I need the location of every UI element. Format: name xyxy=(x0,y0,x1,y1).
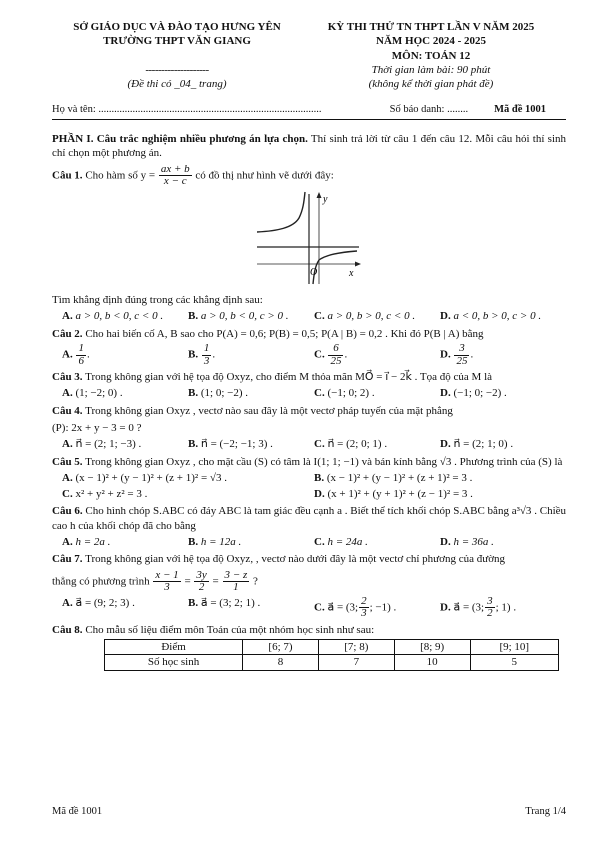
question-label: Câu 3. xyxy=(52,371,83,384)
option-a[interactable]: A. n⃗ = (2; 1; −3) . xyxy=(62,438,142,451)
header xyxy=(52,20,566,91)
table-cell: 10 xyxy=(394,655,470,670)
y-axis-label: y xyxy=(323,193,328,205)
question-7-options xyxy=(62,596,566,620)
school-name: TRƯỜNG THPT VĂN GIANG xyxy=(103,35,251,48)
option-c[interactable]: C. a⃗ = (3; $\frac{2}{3}$ ; −1) . xyxy=(314,594,397,620)
question-text: Cho hàm số y = xyxy=(82,169,158,182)
question-label: Câu 4. xyxy=(52,404,83,417)
option-b[interactable]: B. (1; 0; −2) . xyxy=(188,387,248,400)
fraction-numerator: ax + b xyxy=(160,162,190,175)
table-cell: 5 xyxy=(470,655,558,670)
question-text: Trong không gian với hệ tọa độ Oxyz, cho điểm M thỏa mãn MO⃗ = i⃗ − 2k⃗ . Tọa độ của M là xyxy=(82,371,493,384)
option-a[interactable]: A. a > 0, b < 0, c < 0 . xyxy=(62,310,164,323)
left-branch-curve xyxy=(257,192,305,232)
table-cell: 8 xyxy=(243,655,319,670)
question-3-options xyxy=(62,386,566,400)
option-d[interactable]: D. $\frac{3}{25}$ . xyxy=(440,342,474,367)
x-axis-label: x xyxy=(349,267,354,279)
option-a[interactable]: A. (x − 1)² + (y − 1)² + (z + 1)² = √3 . xyxy=(62,471,227,484)
option-c[interactable]: C. a > 0, b > 0, c < 0 . xyxy=(314,310,416,323)
y-axis-arrow xyxy=(317,192,322,198)
fraction-denominator: x − c xyxy=(163,175,187,188)
function-graph xyxy=(257,190,362,286)
question-7 xyxy=(52,552,566,566)
pages-note: (Đề thi có _04_ trang) xyxy=(127,77,227,90)
question-text: Trong không gian với hệ tọa độ Oxyz, , vectơ nào dưới đây là một vectơ chỉ phương của đường xyxy=(82,553,506,566)
question-4-plane: (P): 2x + y − 3 = 0 ? xyxy=(52,421,142,434)
question-1-options xyxy=(62,309,566,323)
question-5 xyxy=(52,455,566,469)
question-text: Cho hình chóp S.ABC có đáy ABC là tam giác đều cạnh a . Biết thể tích khối chóp S.ABC bằng a³√3 . Chiều cao h của khối chóp đã cho bằng xyxy=(52,505,567,532)
question-5-options-row2 xyxy=(62,487,566,501)
footer xyxy=(52,805,566,819)
table-cell: Điểm xyxy=(105,640,243,655)
question-text: Cho mẫu số liệu điểm môn Toán của một nhóm học sinh như sau: xyxy=(82,623,375,636)
table-cell: [7; 8) xyxy=(318,640,394,655)
option-b[interactable]: B. $\frac{1}{3}$ . xyxy=(188,342,216,367)
option-b[interactable]: B. (x − 1)² + (y − 1)² + (z + 1)² = 3 . xyxy=(314,471,473,484)
school-year: NĂM HỌC 2024 - 2025 xyxy=(376,35,486,48)
option-c[interactable]: C. $\frac{6}{25}$ . xyxy=(314,342,348,367)
option-d[interactable]: D. n⃗ = (2; 1; 0) . xyxy=(440,438,514,451)
time-note: (không kể thời gian phát đề) xyxy=(368,78,494,91)
question-8 xyxy=(52,623,566,637)
option-c[interactable]: C. x² + y² + z² = 3 . xyxy=(62,488,148,501)
table-cell: [6; 7) xyxy=(243,640,319,655)
question-1-ask: Tìm khẳng định đúng trong các khẳng định sau: xyxy=(52,294,263,307)
candidate-row xyxy=(52,103,566,120)
option-d[interactable]: D. (x + 1)² + (y + 1)² + (z − 1)² = 3 . xyxy=(314,488,473,501)
question-text-end: có đồ thị như hình vẽ dưới đây: xyxy=(192,169,334,182)
option-c[interactable]: C. n⃗ = (2; 0; 1) . xyxy=(314,438,388,451)
option-b[interactable]: B. a > 0, b < 0, c > 0 . xyxy=(188,310,289,323)
exam-code: Mã đề 1001 xyxy=(494,104,546,116)
option-d[interactable]: D. a⃗ = (3; $\frac{3}{2}$ ; 1) . xyxy=(440,594,517,620)
part1-instructions: Thí sinh trả lời từ câu 1 đến câu 12. Mỗi câu hỏi thí sinh chỉ chọn một phương án. xyxy=(52,133,567,160)
function-fraction xyxy=(159,164,192,188)
option-b[interactable]: B. n⃗ = (−2; −1; 3) . xyxy=(188,438,273,451)
divider-dashes: -------------------- xyxy=(145,63,209,76)
table-cell: 7 xyxy=(318,655,394,670)
question-text: Cho hai biến cố A, B sao cho P(A) = 0,6; P(B) = 0,5; P(A | B) = 0,2 . Khi đó P(B | A) bằng xyxy=(82,327,484,340)
question-label: Câu 2. xyxy=(52,327,83,340)
question-5-options-row1 xyxy=(62,471,566,485)
time-limit: Thời gian làm bài: 90 phút xyxy=(371,63,491,76)
question-label: Câu 7. xyxy=(52,553,83,566)
table-row xyxy=(105,655,559,670)
table-cell: [8; 9) xyxy=(394,640,470,655)
exam-title: KỲ THI THỬ TN THPT LẦN V NĂM 2025 xyxy=(327,21,535,33)
footer-exam-code: Mã đề 1001 xyxy=(52,806,103,818)
option-a[interactable]: A. a⃗ = (9; 2; 3) . xyxy=(62,596,135,609)
question-4 xyxy=(52,404,566,418)
option-d[interactable]: D. (−1; 0; −2) . xyxy=(440,387,507,400)
header-right xyxy=(306,20,556,91)
question-6-options xyxy=(62,535,566,549)
option-d[interactable]: D. h = 36a . xyxy=(440,536,494,549)
question-1 xyxy=(52,164,566,188)
part1-title: PHẦN I. Câu trắc nghiệm nhiều phương án lựa chọn. xyxy=(52,133,308,146)
origin-label: O xyxy=(310,266,318,278)
option-a[interactable]: A. (1; −2; 0) . xyxy=(62,387,123,400)
option-b[interactable]: B. h = 12a . xyxy=(188,536,242,549)
table-cell: [9; 10] xyxy=(470,640,558,655)
question-6 xyxy=(52,504,566,533)
page-number: Trang 1/4 xyxy=(525,806,566,818)
question-2-options xyxy=(62,343,566,367)
part1-intro xyxy=(52,132,566,161)
option-a[interactable]: A. $\frac{1}{6}$ . xyxy=(62,342,90,367)
table-header-row xyxy=(105,640,559,655)
option-c[interactable]: C. (−1; 0; 2) . xyxy=(314,387,375,400)
question-text: Trong không gian Oxyz , cho mặt cầu (S) có tâm là I(1; 1; −1) và bán kính bằng √3 . Phương trình của (S) là xyxy=(82,455,563,468)
question-label: Câu 1. xyxy=(52,169,83,182)
table-cell: Số học sinh xyxy=(105,655,243,670)
question-label: Câu 5. xyxy=(52,455,83,468)
frequency-table xyxy=(104,639,559,671)
option-d[interactable]: D. a < 0, b > 0, c > 0 . xyxy=(440,310,542,323)
question-7-line: thẳng có phương trình $\frac{x - 1}{3}$ = $\frac{3y}{2}$ = $\frac{3 - z}{1}$ ? xyxy=(52,568,258,594)
question-text: Trong không gian Oxyz , vectơ nào sau đây là một vectơ pháp tuyến của mặt phẳng xyxy=(82,404,453,417)
question-label: Câu 8. xyxy=(52,623,83,636)
option-c[interactable]: C. h = 24a . xyxy=(314,536,368,549)
option-b[interactable]: B. a⃗ = (3; 2; 1) . xyxy=(188,596,261,609)
candidate-number-field: Số báo danh: ........ xyxy=(389,104,469,116)
question-4-options xyxy=(62,437,566,451)
candidate-name-field: Họ và tên: ..................................................................................... xyxy=(52,104,322,116)
header-left xyxy=(52,20,302,91)
subject: MÔN: TOÁN 12 xyxy=(391,49,471,62)
question-2 xyxy=(52,327,566,341)
department: SỞ GIÁO DỤC VÀ ĐÀO TẠO HƯNG YÊN xyxy=(73,21,281,33)
question-3 xyxy=(52,370,566,384)
question-label: Câu 6. xyxy=(52,505,83,518)
option-a[interactable]: A. h = 2a . xyxy=(62,536,111,549)
x-axis-arrow xyxy=(355,261,361,266)
